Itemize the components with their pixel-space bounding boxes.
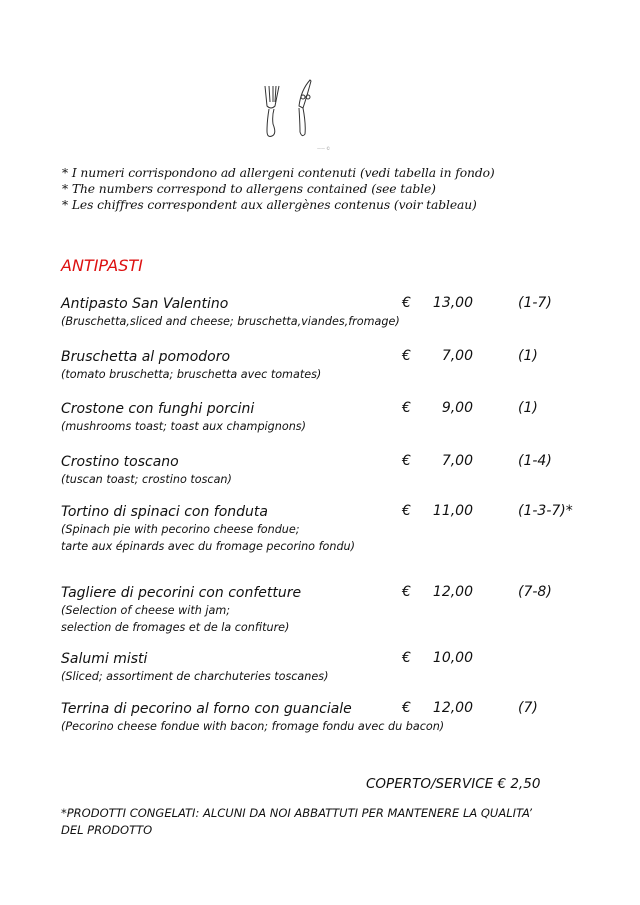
- cutlery-illustration: [255, 76, 335, 154]
- menu-item: [61, 584, 601, 636]
- item-price: 10,00: [432, 650, 473, 666]
- allergen-note-it: * I numeri corrispondono ad allergeni contenuti (vedi tabella in fondo): [62, 166, 495, 180]
- item-price: 12,00: [432, 700, 473, 716]
- menu-item: [61, 700, 601, 735]
- item-name: Crostone con funghi porcini: [61, 401, 255, 417]
- menu-item: [61, 348, 601, 383]
- item-description: selection de fromages et de la confiture): [61, 621, 290, 634]
- item-name: Crostino toscano: [61, 454, 179, 470]
- currency-symbol: €: [402, 584, 411, 600]
- menu-item: [61, 453, 601, 488]
- item-name: Terrina di pecorino al forno con guanciale: [61, 701, 352, 717]
- item-name: Tagliere di pecorini con confetture: [61, 585, 302, 601]
- cover-charge: COPERTO/SERVICE € 2,50: [366, 776, 541, 792]
- currency-symbol: €: [402, 400, 411, 416]
- allergen-note-en: * The numbers correspond to allergens contained (see table): [62, 182, 436, 196]
- item-allergens: (7-8): [518, 584, 552, 600]
- item-allergens: (1): [518, 348, 538, 364]
- item-allergens: (1-4): [518, 453, 552, 469]
- item-name: Antipasto San Valentino: [61, 296, 229, 312]
- section-title: ANTIPASTI: [61, 256, 143, 275]
- currency-symbol: €: [402, 295, 411, 311]
- currency-symbol: €: [402, 348, 411, 364]
- item-description: (Selection of cheese with jam;: [61, 604, 231, 617]
- currency-symbol: €: [402, 650, 411, 666]
- item-name: Tortino di spinaci con fonduta: [61, 504, 268, 520]
- item-price: 12,00: [432, 584, 473, 600]
- frozen-products-note: *PRODOTTI CONGELATI: ALCUNI DA NOI ABBATTUTI PER MANTENERE LA QUALITA’ DEL PRODOTTO: [61, 806, 532, 837]
- item-description: (Pecorino cheese fondue with bacon; fromage fondu avec du bacon): [61, 720, 445, 733]
- item-description: (Sliced; assortiment de charchuteries toscanes): [61, 670, 329, 683]
- menu-item: [61, 503, 601, 555]
- item-price: 7,00: [441, 453, 473, 469]
- item-price: 9,00: [441, 400, 473, 416]
- item-allergens: (1-7): [518, 295, 552, 311]
- item-price: 13,00: [432, 295, 473, 311]
- item-description: tarte aux épinards avec du fromage pecorino fondu): [61, 540, 356, 553]
- menu-item: [61, 650, 601, 685]
- item-description: (mushrooms toast; toast aux champignons): [61, 420, 306, 433]
- currency-symbol: €: [402, 503, 411, 519]
- item-name: Salumi misti: [61, 651, 148, 667]
- item-description: (tuscan toast; crostino toscan): [61, 473, 232, 486]
- item-description: (Bruschetta,sliced and cheese; bruschetta,viandes,fromage): [61, 315, 400, 328]
- item-name: Bruschetta al pomodoro: [61, 349, 231, 365]
- item-allergens: (1-3-7)*: [518, 503, 573, 519]
- menu-item: [61, 400, 601, 435]
- item-price: 11,00: [432, 503, 473, 519]
- currency-symbol: €: [402, 453, 411, 469]
- menu-item: [61, 295, 601, 330]
- item-description: (tomato bruschetta; bruschetta avec tomates): [61, 368, 322, 381]
- item-price: 7,00: [441, 348, 473, 364]
- item-description: (Spinach pie with pecorino cheese fondue;: [61, 523, 300, 536]
- allergen-note-fr: * Les chiffres correspondent aux allergènes contenus (voir tableau): [62, 198, 477, 212]
- item-allergens: (7): [518, 700, 538, 716]
- item-allergens: (1): [518, 400, 538, 416]
- currency-symbol: €: [402, 700, 411, 716]
- svg-text:—— ©: —— ©: [317, 146, 331, 151]
